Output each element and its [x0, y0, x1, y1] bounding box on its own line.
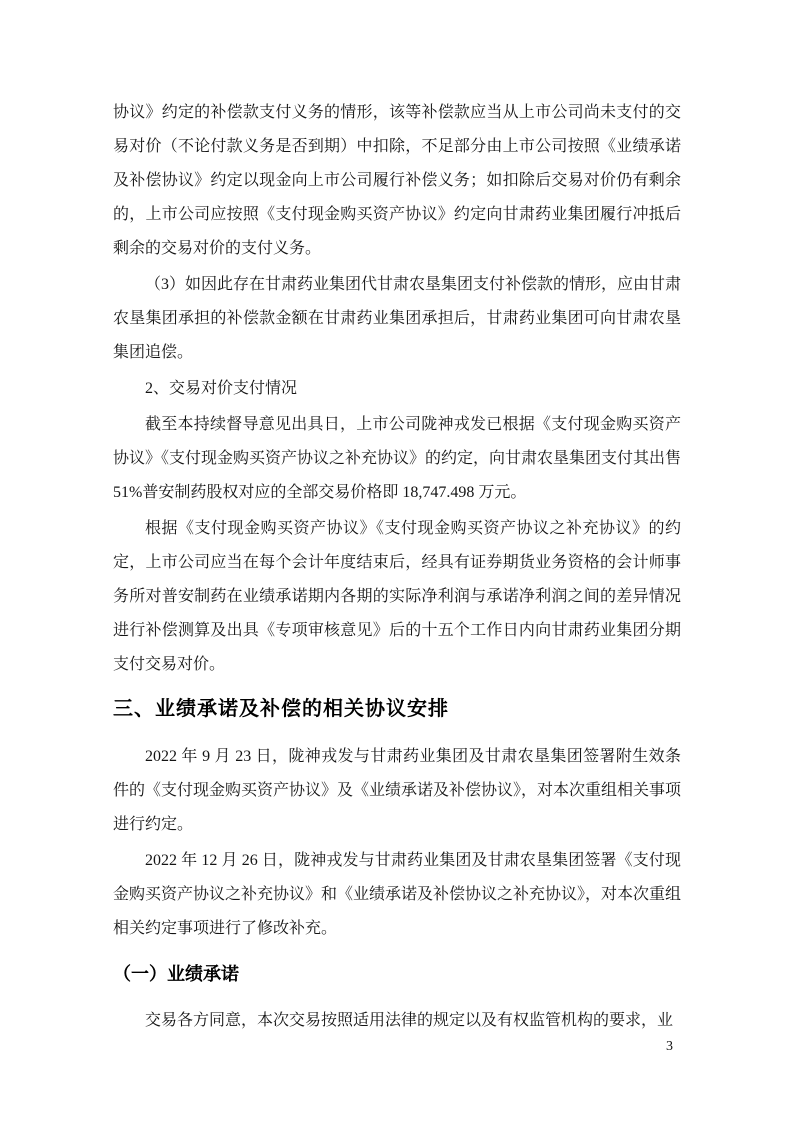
paragraph-continuation: 协议》约定的补偿款支付义务的情形，该等补偿款应当从上市公司尚未支付的交易对价（不论付款义务是否到期）中扣除，不足部分由上市公司按照《业绩承诺及补偿协议》约定以现金向上市公司履行补偿义务；如扣除后交易对价仍有剩余的，上市公司应按照《支付现金购买资产协议》约定向甘肃药业集团履行冲抵后剩余的交易对价的支付义务。 — [113, 104, 681, 257]
paragraph-installment-payment: 根据《支付现金购买资产协议》《支付现金购买资产协议之补充协议》的约定，上市公司应当在每个会计年度结束后，经具有证券期货业务资格的会计师事务所对普安制药在业绩承诺期内各期的实际净利润与承诺净利润之间的差异情况进行补偿测算及出具《专项审核意见》后的十五个工作日内向甘肃药业集团分期支付交易对价。 — [113, 520, 681, 673]
paragraph-parties-agree: 交易各方同意，本次交易按照适用法律的规定以及有权监管机构的要求，业 — [145, 1012, 674, 1029]
section-heading-three: 三、业绩承诺及补偿的相关协议安排 — [113, 698, 449, 720]
numbered-item-heading-2: 2、交易对价支付情况 — [145, 380, 298, 397]
page-number: 3 — [666, 1039, 673, 1054]
document-body — [113, 96, 681, 1040]
paragraph-agreement-2022-12-26: 2022 年 12 月 26 日，陇神戎发与甘肃药业集团及甘肃农垦集团签署《支付现金购买资产协议之补充协议》和《业绩承诺及补偿协议之补充协议》，对本次重组相关约定事项进行了修改补充。 — [113, 852, 682, 937]
subsection-heading-performance-commitment: （一）业绩承诺 — [113, 964, 239, 984]
paragraph-agreement-2022-09-23: 2022 年 9 月 23 日，陇神戎发与甘肃药业集团及甘肃农垦集团签署附生效条件的《支付现金购买资产协议》及《业绩承诺及补偿协议》，对本次重组相关事项进行约定。 — [113, 748, 682, 833]
paragraph-payment-status: 截至本持续督导意见出具日，上市公司陇神戎发已根据《支付现金购买资产协议》《支付现金购买资产协议之补充协议》的约定，向甘肃农垦集团支付其出售 51%普安制药股权对应的全部交易价格即 18,747.498 万元。 — [113, 416, 682, 501]
paragraph-compensation-recourse: （3）如因此存在甘肃药业集团代甘肃农垦集团支付补偿款的情形，应由甘肃农垦集团承担的补偿款金额在甘肃药业集团承担后，甘肃药业集团可向甘肃农垦集团追偿。 — [113, 276, 682, 361]
